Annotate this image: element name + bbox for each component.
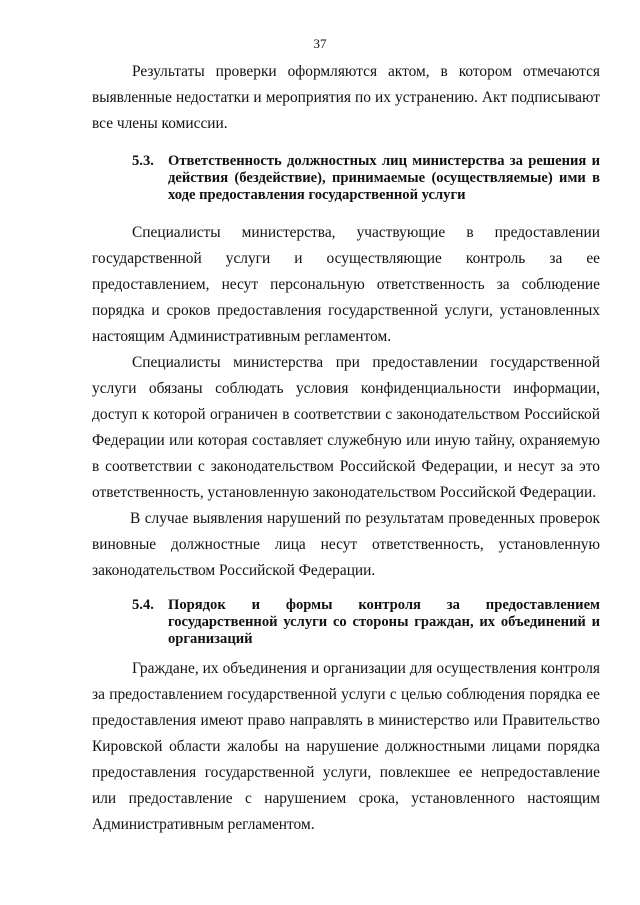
section-title: Ответственность должностных лиц министерства за решения и действия (бездействие), принимаемые (осуществляемые) ими в ходе предоставления государственной услуги (168, 153, 600, 203)
section-title: Порядок и формы контроля за предоставлением государственной услуги со стороны граждан, их объединений и организаций (168, 597, 600, 647)
paragraph-violations: В случае выявления нарушений по результатам проведенных проверок виновные должностные лица несут ответственность, установленную законодательством Российской Федерации. (92, 510, 600, 579)
paragraph-confidentiality: Специалисты министерства при предоставлении государственной услуги обязаны соблюдать условия конфиденциальности информации, доступ к которой ограничен в соответствии с законодательством Российской Федерации или которая составляет служебную или иную тайну, охраняемую в соответствии с законодательством Российской Федерации, и несут за это ответственность, установленную законодательством Российской Федерации. (92, 354, 600, 501)
section-heading-5-3 (132, 153, 600, 204)
paragraph-specialists-responsibility: Специалисты министерства, участвующие в предоставлении государственной услуги и осуществляющие контроль за ее предоставлением, несут персональную ответственность за соблюдение порядка и сроков предоставления государственной услуги, установленных настоящим Административным регламентом. (92, 224, 600, 345)
section-number: 5.3. (132, 153, 154, 169)
page-number: 37 (313, 36, 327, 51)
paragraph-act-results: Результаты проверки оформляются актом, в котором отмечаются выявленные недостатки и мероприятия по их устранению. Акт подписывают все члены комиссии. (92, 63, 600, 132)
section-number: 5.4. (132, 597, 154, 613)
paragraph-citizens-control: Граждане, их объединения и организации для осуществления контроля за предоставлением государственной услуги с целью соблюдения порядка ее предоставления имеют право направлять в министерство или Правительство Кировской области жалобы на нарушение должностными лицами порядка предоставления государственной услуги, повлекшее ее непредоставление или предоставление с нарушением срока, установленного настоящим Административным регламентом. (92, 660, 600, 833)
section-heading-5-4 (132, 597, 600, 648)
